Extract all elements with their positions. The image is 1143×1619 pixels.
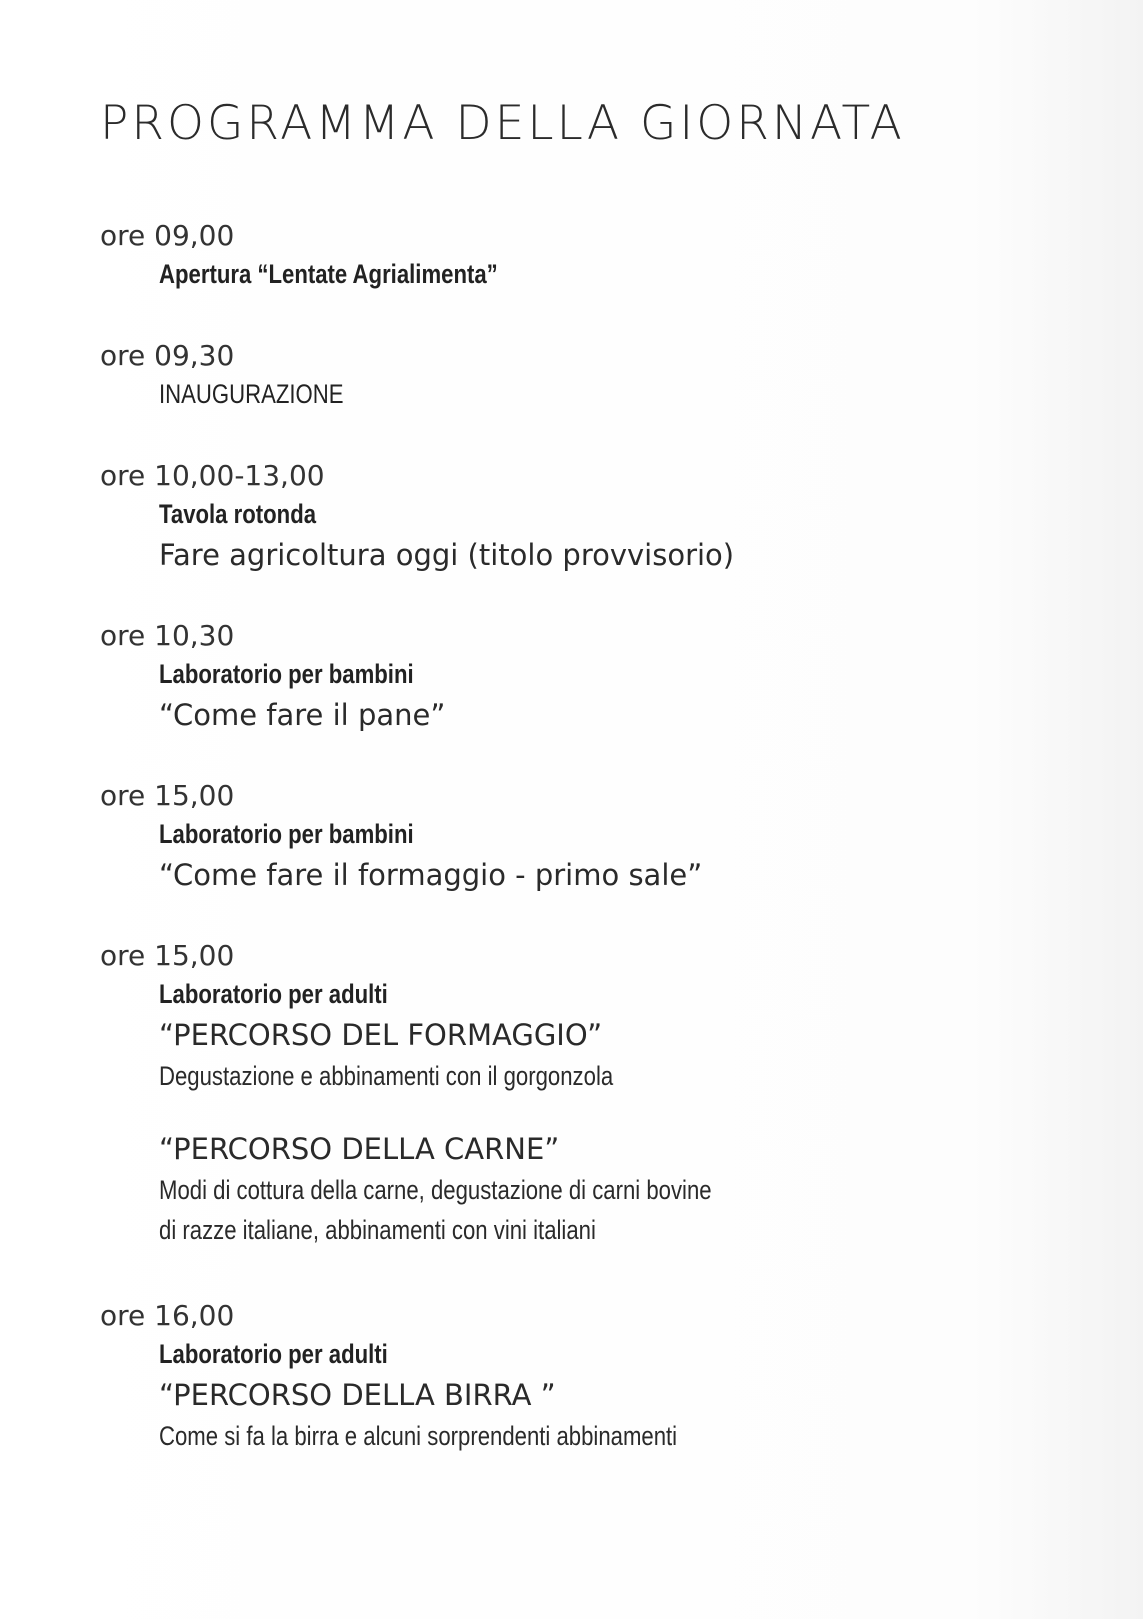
entry-description-line: di razze italiane, abbinamenti con vini italiani bbox=[159, 1215, 596, 1245]
entry-subtitle-secondary: “PERCORSO DELLA CARNE” bbox=[159, 1132, 560, 1166]
entry-subtitle: “PERCORSO DEL FORMAGGIO” bbox=[159, 1018, 603, 1052]
entry-description-line: Modi di cottura della carne, degustazione di carni bovine bbox=[159, 1175, 712, 1205]
entry-label: Laboratorio per adulti bbox=[159, 979, 388, 1009]
entry-label: Laboratorio per bambini bbox=[159, 659, 414, 689]
schedule-entry bbox=[100, 458, 734, 576]
entry-time: ore 15,00 bbox=[100, 939, 235, 972]
schedule-entry bbox=[100, 618, 470, 736]
schedule-entry bbox=[100, 218, 572, 294]
entry-label: Laboratorio per adulti bbox=[159, 1339, 388, 1369]
entry-subtitle: “Come fare il pane” bbox=[159, 698, 446, 732]
entry-time: ore 09,30 bbox=[100, 339, 235, 372]
entry-time: ore 10,00-13,00 bbox=[100, 459, 325, 492]
page-title: PROGRAMMA DELLA GIORNATA bbox=[100, 96, 905, 151]
entry-time: ore 15,00 bbox=[100, 779, 235, 812]
schedule-entry bbox=[100, 338, 384, 414]
entry-subtitle: “PERCORSO DELLA BIRRA ” bbox=[159, 1378, 556, 1412]
schedule-entry bbox=[100, 1298, 791, 1456]
schedule-entry bbox=[100, 938, 833, 1250]
entry-label: INAUGURAZIONE bbox=[159, 379, 344, 409]
entry-time: ore 16,00 bbox=[100, 1299, 235, 1332]
schedule-entry bbox=[100, 778, 702, 896]
entry-subtitle: “Come fare il formaggio - primo sale” bbox=[159, 858, 703, 892]
entry-time: ore 09,00 bbox=[100, 219, 235, 252]
entry-label: Apertura “Lentate Agrialimenta” bbox=[159, 259, 498, 289]
entry-label: Laboratorio per bambini bbox=[159, 819, 414, 849]
entry-description: Degustazione e abbinamenti con il gorgonzola bbox=[159, 1061, 614, 1091]
entry-subtitle: Fare agricoltura oggi (titolo provvisorio) bbox=[159, 538, 735, 572]
entry-label: Tavola rotonda bbox=[159, 499, 317, 529]
entry-description: Come si fa la birra e alcuni sorprendenti abbinamenti bbox=[159, 1421, 678, 1451]
entry-time: ore 10,30 bbox=[100, 619, 235, 652]
